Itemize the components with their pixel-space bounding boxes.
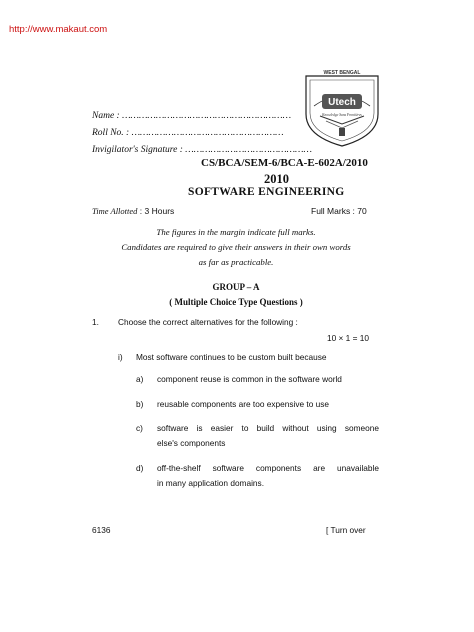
question-text: Choose the correct alternatives for the following :: [118, 317, 298, 327]
option-d-text-line1: off-the-shelf software components are unavailable: [157, 463, 379, 473]
option-c-text-line1: software is easier to build without using someone: [157, 423, 379, 433]
instruction-line-2: Candidates are required to give their answers in their own words: [121, 242, 351, 252]
source-url[interactable]: http://www.makaut.com: [9, 24, 108, 35]
option-d-text-line2: in many application domains.: [157, 478, 264, 488]
logo-brand: Utech: [328, 97, 356, 108]
option-c-label: c): [136, 423, 143, 433]
sub-question-number: i): [118, 352, 123, 362]
option-b-text: reusable components are too expensive to use: [157, 399, 330, 409]
option-b-label: b): [136, 399, 144, 409]
option-a-label: a): [136, 374, 144, 384]
page-code: 6136: [92, 525, 111, 535]
question-marks: 10 × 1 = 10: [327, 333, 369, 343]
subject-title: SOFTWARE ENGINEERING: [188, 186, 345, 198]
option-a-text: component reuse is common in the software world: [157, 374, 342, 384]
logo-top-text: WEST BENGAL: [323, 70, 361, 76]
invigilator-signature-field[interactable]: Invigilator's Signature : ………………………………………: [92, 145, 312, 155]
option-d-label: d): [136, 463, 144, 473]
group-subtitle: ( Multiple Choice Type Questions ): [169, 297, 303, 307]
full-marks: Full Marks : 70: [311, 206, 367, 216]
paper-code: CS/BCA/SEM-6/BCA-E-602A/2010: [201, 157, 368, 169]
time-value: : 3 Hours: [137, 206, 175, 216]
question-number: 1.: [92, 317, 99, 327]
turn-over-label: [ Turn over: [326, 525, 366, 535]
university-seal-icon: [306, 76, 378, 146]
sub-question-text: Most software continues to be custom built because: [136, 352, 327, 362]
time-allotted: [92, 206, 174, 216]
option-c-text-line2: else's components: [157, 438, 226, 448]
roll-number-field[interactable]: Roll No. : ………………………………………………: [92, 128, 284, 138]
name-field[interactable]: Name : ……………………………………………………: [92, 111, 292, 121]
instruction-line-3: as far as practicable.: [198, 257, 274, 267]
utech-logo: [300, 66, 384, 148]
logo-motto: Knowledge Sans Frontières: [322, 113, 362, 117]
group-title: GROUP – A: [212, 282, 260, 292]
exam-year: 2010: [264, 172, 289, 186]
instruction-line-1: The figures in the margin indicate full marks.: [156, 227, 316, 237]
time-label: Time Allotted: [92, 206, 138, 216]
